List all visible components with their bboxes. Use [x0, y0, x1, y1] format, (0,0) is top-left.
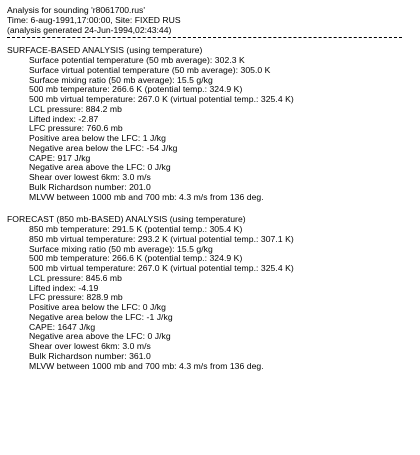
header-time-line: Time: 6-aug-1991,17:00:00, Site: FIXED RUS: [7, 14, 181, 25]
list-item: MLVW between 1000 mb and 700 mb: 4.3 m/s from 136 deg.: [29, 191, 264, 202]
list-item: 500 mb temperature: 266.6 K (potential temp.: 324.9 K): [29, 84, 243, 95]
list-item: Surface mixing ratio (50 mb average): 15.5 g/kg: [29, 243, 213, 254]
list-item: Bulk Richardson number: 201.0: [29, 181, 151, 192]
list-item: Negative area below the LFC: -54 J/kg: [29, 142, 178, 153]
header-title-line: Analysis for sounding 'r8061700.rus': [7, 5, 145, 15]
list-item: LCL pressure: 884.2 mb: [29, 103, 122, 114]
list-item: CAPE: 917 J/kg: [29, 152, 91, 163]
forecast-analysis-section: [7, 215, 414, 371]
surface-items-list: [7, 56, 414, 202]
document-header: [7, 6, 414, 35]
list-item: Lifted index: -2.87: [29, 113, 99, 124]
list-item: 500 mb virtual temperature: 267.0 K (virtual potential temp.: 325.4 K): [29, 94, 294, 104]
list-item: LCL pressure: 845.6 mb: [29, 272, 122, 283]
list-item: Surface mixing ratio (50 mb average): 15.5 g/kg: [29, 74, 213, 85]
list-item: LFC pressure: 828.9 mb: [29, 292, 123, 303]
list-item: Surface virtual potential temperature (50 mb average): 305.0 K: [29, 64, 271, 75]
list-item: Negative area below the LFC: -1 J/kg: [29, 311, 173, 322]
dashed-divider: [7, 37, 402, 40]
list-item: 850 mb temperature: 291.5 K (potential temp.: 305.4 K): [29, 224, 243, 234]
list-item: Surface potential temperature (50 mb average): 302.3 K: [29, 55, 245, 65]
list-item: LFC pressure: 760.6 mb: [29, 123, 123, 134]
list-item: CAPE: 1647 J/kg: [29, 321, 96, 332]
list-item: Shear over lowest 6km: 3.0 m/s: [29, 172, 151, 182]
list-item: MLVW between 1000 mb and 700 mb: 4.3 m/s from 136 deg.: [29, 360, 264, 371]
list-item: Positive area below the LFC: 1 J/kg: [29, 133, 166, 143]
list-item: Negative area above the LFC: 0 J/kg: [29, 331, 171, 342]
list-item: Positive area below the LFC: 0 J/kg: [29, 302, 166, 312]
list-item: Bulk Richardson number: 361.0: [29, 350, 151, 361]
section-title-surface: SURFACE-BASED ANALYSIS (using temperature): [7, 45, 203, 56]
list-item: 500 mb temperature: 266.6 K (potential temp.: 324.9 K): [29, 253, 243, 264]
list-item: 500 mb virtual temperature: 267.0 K (virtual potential temp.: 325.4 K): [29, 263, 294, 273]
list-item: 850 mb virtual temperature: 293.2 K (virtual potential temp.: 307.1 K): [29, 233, 294, 244]
header-generated-line: (analysis generated 24-Jun-1994,02:43:44): [7, 24, 172, 35]
list-item: Negative area above the LFC: 0 J/kg: [29, 162, 171, 173]
surface-analysis-section: [7, 46, 414, 202]
list-item: Shear over lowest 6km: 3.0 m/s: [29, 341, 151, 351]
list-item: Lifted index: -4.19: [29, 282, 99, 293]
section-title-forecast: FORECAST (850 mb-BASED) ANALYSIS (using temperature): [7, 214, 246, 225]
forecast-items-list: [7, 225, 414, 371]
